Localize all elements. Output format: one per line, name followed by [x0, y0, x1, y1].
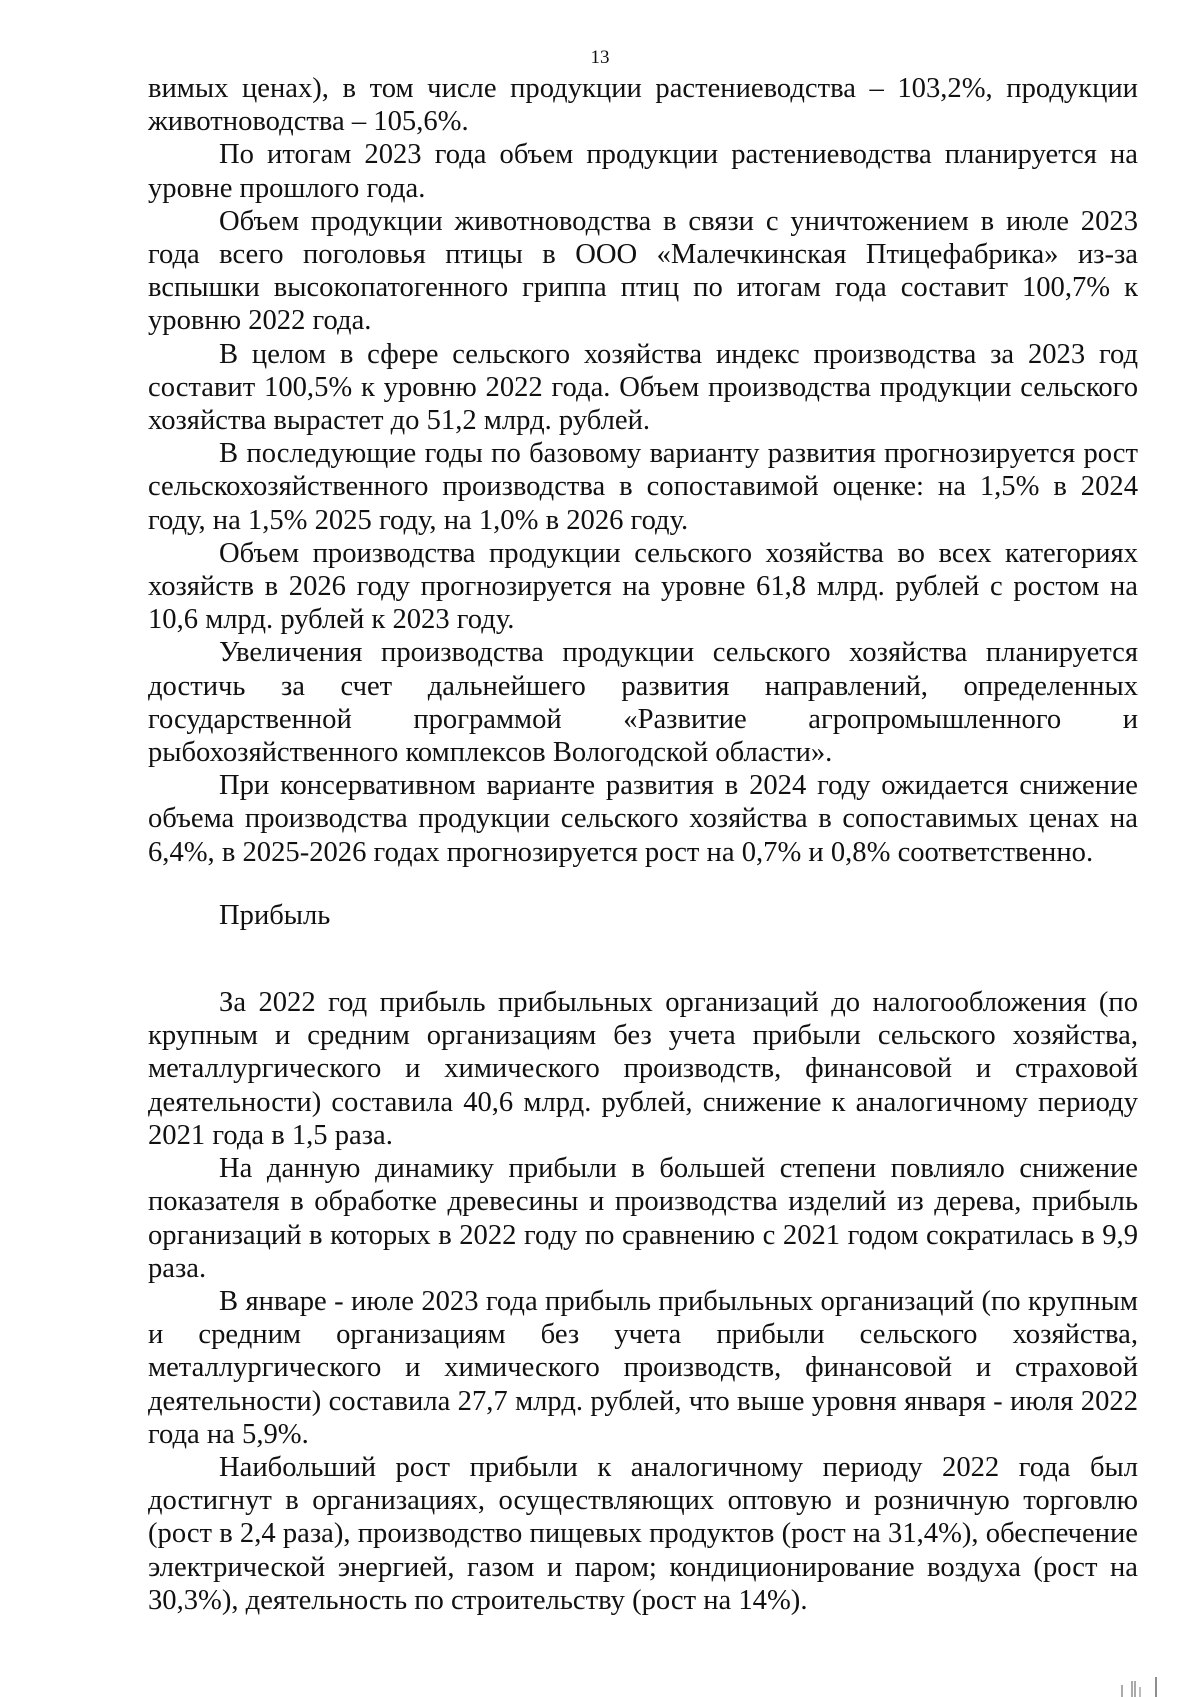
section-heading-profit: Прибыль	[219, 899, 331, 931]
paragraph-profit-growth-sectors: Наибольший рост прибыли к аналогичному периоду 2022 года был достигнут в организациях, осуществляющих оптовую и розничную торговлю (рост в 2,4 раза), производство пищевых продуктов (рост на 31,4%), обеспечение электрической энергией, газом и паром; кондиционирование воздуха (рост на 30,3%), деятельность по строительству (рост на 14%).	[148, 1451, 1138, 1616]
paragraph-profit-dynamics: На данную динамику прибыли в большей степени повлияло снижение показателя в обработке древесины и производства изделий из дерева, прибыль организаций в которых в 2022 году по сравнению с 2021 годом сократилась в 9,9 раза.	[148, 1153, 1138, 1284]
document-body	[148, 72, 1138, 1617]
paragraph-livestock-production: Объем продукции животноводства в связи с уничтожением в июле 2023 года всего поголовья птицы в ООО «Малечкинская Птицефабрика» из-за вспышки высокопатогенного гриппа птиц по итогам года составит 100,7% к уровню 2022 года.	[148, 205, 1138, 337]
paragraph-crop-production: По итогам 2023 года объем продукции растениеводства планируется на уровне прошлого года.	[148, 139, 1138, 204]
paragraph-production-volume-2026: Объем производства продукции сельского хозяйства во всех категориях хозяйств в 2026 году прогнозируется на уровне 61,8 млрд. рублей с ростом на 10,6 млрд. рублей к 2023 году.	[148, 537, 1138, 636]
paragraph-base-forecast: В последующие годы по базовому варианту развития прогнозируется рост сельскохозяйственного производства в сопоставимой оценке: на 1,5% в 2024 году, на 1,5% 2025 году, на 1,0% в 2026 году.	[148, 438, 1138, 536]
paragraph-profit-jan-jul-2023: В январе - июле 2023 года прибыль прибыльных организаций (по крупным и средним организациям без учета прибыли сельского хозяйства, металлургического и химического производств, финансовой и страховой деятельности) составила 27,7 млрд. рублей, что выше уровня января - июля 2022 года на 5,9%.	[148, 1285, 1138, 1450]
scan-edge-marks	[1012, 1677, 1162, 1697]
page-number: 13	[590, 47, 610, 68]
paragraph-state-program: Увеличения производства продукции сельского хозяйства планируется достичь за счет дальнейшего развития направлений, определенных государственной программой «Развитие агропромышленного и рыбохозяйственного комплексов Вологодской области».	[148, 637, 1138, 769]
paragraph-agriculture-index: В целом в сфере сельского хозяйства индекс производства за 2023 год составит 100,5% к уровню 2022 года. Объем производства продукции сельского хозяйства вырастет до 51,2 млрд. рублей.	[148, 338, 1138, 437]
paragraph-profit-2022: За 2022 год прибыль прибыльных организаций до налогообложения (по крупным и средним организациям без учета прибыли сельского хозяйства, металлургического и химического производств, финансовой и страховой деятельности) составила 40,6 млрд. рублей, снижение к аналогичному периоду 2021 года в 1,5 раза.	[148, 987, 1138, 1151]
paragraph-conservative-forecast: При консервативном варианте развития в 2024 году ожидается снижение объема производства продукции сельского хозяйства в сопоставимых ценах на 6,4%, в 2025-2026 годах прогнозируется рост на 0,7% и 0,8% соответственно.	[148, 770, 1138, 868]
paragraph-continuation: вимых ценах), в том числе продукции растениеводства – 103,2%, продукции животноводства – 105,6%.	[148, 73, 1138, 138]
